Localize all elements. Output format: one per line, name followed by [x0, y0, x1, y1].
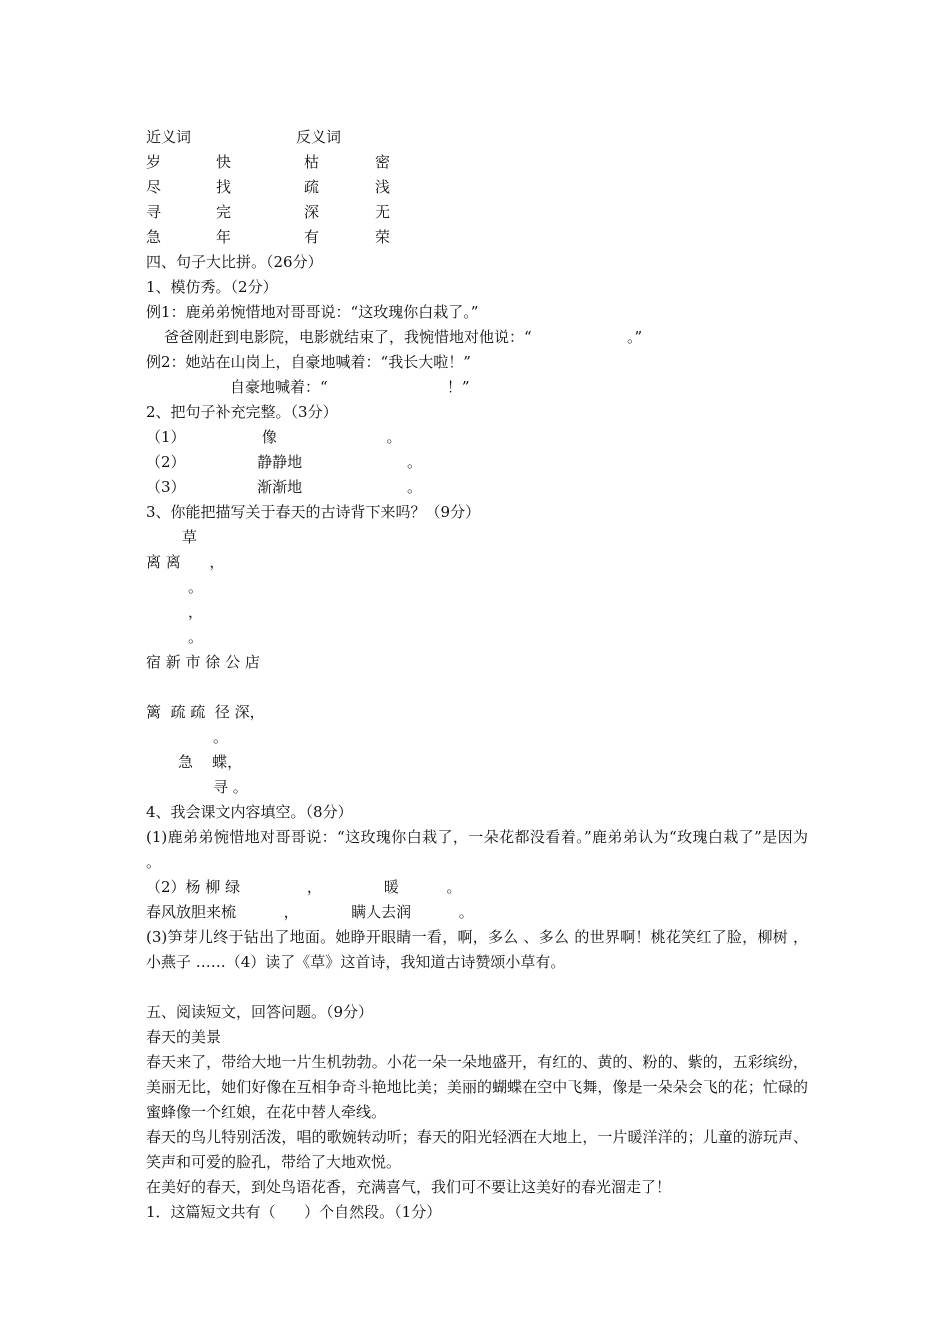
poem2-line: 寻 。 [213, 778, 248, 796]
q4-title: 4、我会课文内容填空。（8分） [146, 803, 353, 821]
q2-item-1: （1） 像 。 [146, 428, 402, 446]
poem1-line: 。 [188, 578, 204, 596]
article-title: 春天的美景 [146, 1028, 222, 1046]
q1-title: 1、模仿秀。（2分） [146, 278, 278, 296]
q2-item-3: （3） 渐渐地 。 [146, 478, 422, 496]
word-cell: 寻 [146, 203, 162, 221]
q1-practice2: 自豪地喊着：“ ！” [230, 378, 470, 396]
word-cell: 急 [146, 228, 162, 246]
word-cell: 快 [216, 153, 232, 171]
poem1-title: 草 [182, 528, 198, 546]
word-cell: 完 [216, 203, 232, 221]
word-cell: 尽 [146, 178, 162, 196]
word-cell: 荣 [375, 228, 391, 246]
poem2-title: 宿 新 市 徐 公 店 [146, 653, 260, 671]
word-cell: 枯 [304, 153, 320, 171]
section5-q1: 1．这篇短文共有（ ）个自然段。（1分） [146, 1203, 442, 1221]
word-cell: 深 [304, 203, 320, 221]
poem1-line: 。 [188, 628, 204, 646]
q3-title: 3、你能把描写关于春天的古诗背下来吗？（9分） [146, 503, 481, 521]
poem1-line: 离 离 ， [146, 553, 225, 571]
word-cell: 有 [304, 228, 320, 246]
poem2-line: 。 [213, 728, 229, 746]
q4-part2: （2）杨 柳 绿 ， 暖 。 [146, 878, 462, 896]
q4-part1: (1)鹿弟弟惋惜地对哥哥说：“这玫瑰你白栽了，一朵花都没看着。”鹿弟弟认为“玫瑰白栽了”是因为 。 [146, 828, 808, 871]
q1-example2: 例2：她站在山岗上，自豪地喊着：“我长大啦！” [146, 353, 471, 371]
word-cell: 岁 [146, 153, 162, 171]
q2-title: 2、把句子补充完整。（3分） [146, 403, 338, 421]
article-paragraph: 在美好的春天，到处鸟语花香，充满喜气，我们可不要让这美好的春光溜走了！ [146, 1178, 672, 1196]
q2-item-2: （2） 静静地 。 [146, 453, 422, 471]
poem2-line: 急 蝶， [178, 753, 243, 771]
antonym-header: 反义词 [296, 128, 342, 146]
q1-practice1: 爸爸刚赶到电影院，电影就结束了，我惋惜地对他说：“ 。” [164, 328, 643, 346]
article-paragraph: 春天来了，带给大地一片生机勃勃。小花一朵一朵地盛开，有红的、黄的、粉的、紫的，五彩缤纷，美丽无比，她们好像在互相争奇斗艳地比美；美丽的蝴蝶在空中飞舞，像是一朵朵会飞的花；忙碌的蜜蜂像一个红娘，在花中替人牵线。 [146, 1053, 808, 1121]
word-cell: 浅 [375, 178, 391, 196]
word-cell: 找 [216, 178, 232, 196]
article-paragraph: 春天的鸟儿特别活泼，唱的歌婉转动听；春天的阳光轻洒在大地上，一片暖洋洋的；儿童的游玩声、笑声和可爱的脸孔，带给了大地欢悦。 [146, 1128, 808, 1171]
q4-part3: (3)笋芽儿终于钻出了地面。她睁开眼睛一看，啊，多么 、多么 的世界啊！桃花笑红了脸，柳树 ，小燕子 ……（4）读了《草》这首诗，我知道古诗赞颂小草有。 [146, 928, 808, 971]
word-cell: 疏 [304, 178, 320, 196]
word-cell: 无 [375, 203, 391, 221]
section5-title: 五、阅读短文，回答问题。（9分） [146, 1003, 374, 1021]
q1-example1: 例1：鹿弟弟惋惜地对哥哥说：“这玫瑰你白栽了。” [146, 303, 479, 321]
synonym-header: 近义词 [146, 128, 192, 146]
q4-part2-line2: 春风放胆来梳 ， 瞒人去润 。 [146, 903, 474, 921]
word-cell: 年 [216, 228, 232, 246]
poem1-line: ， [188, 603, 204, 621]
section4-title: 四、句子大比拼。（26分） [146, 253, 323, 271]
word-cell: 密 [375, 153, 391, 171]
poem2-line: 篱 疏 疏 径 深， [146, 703, 265, 721]
